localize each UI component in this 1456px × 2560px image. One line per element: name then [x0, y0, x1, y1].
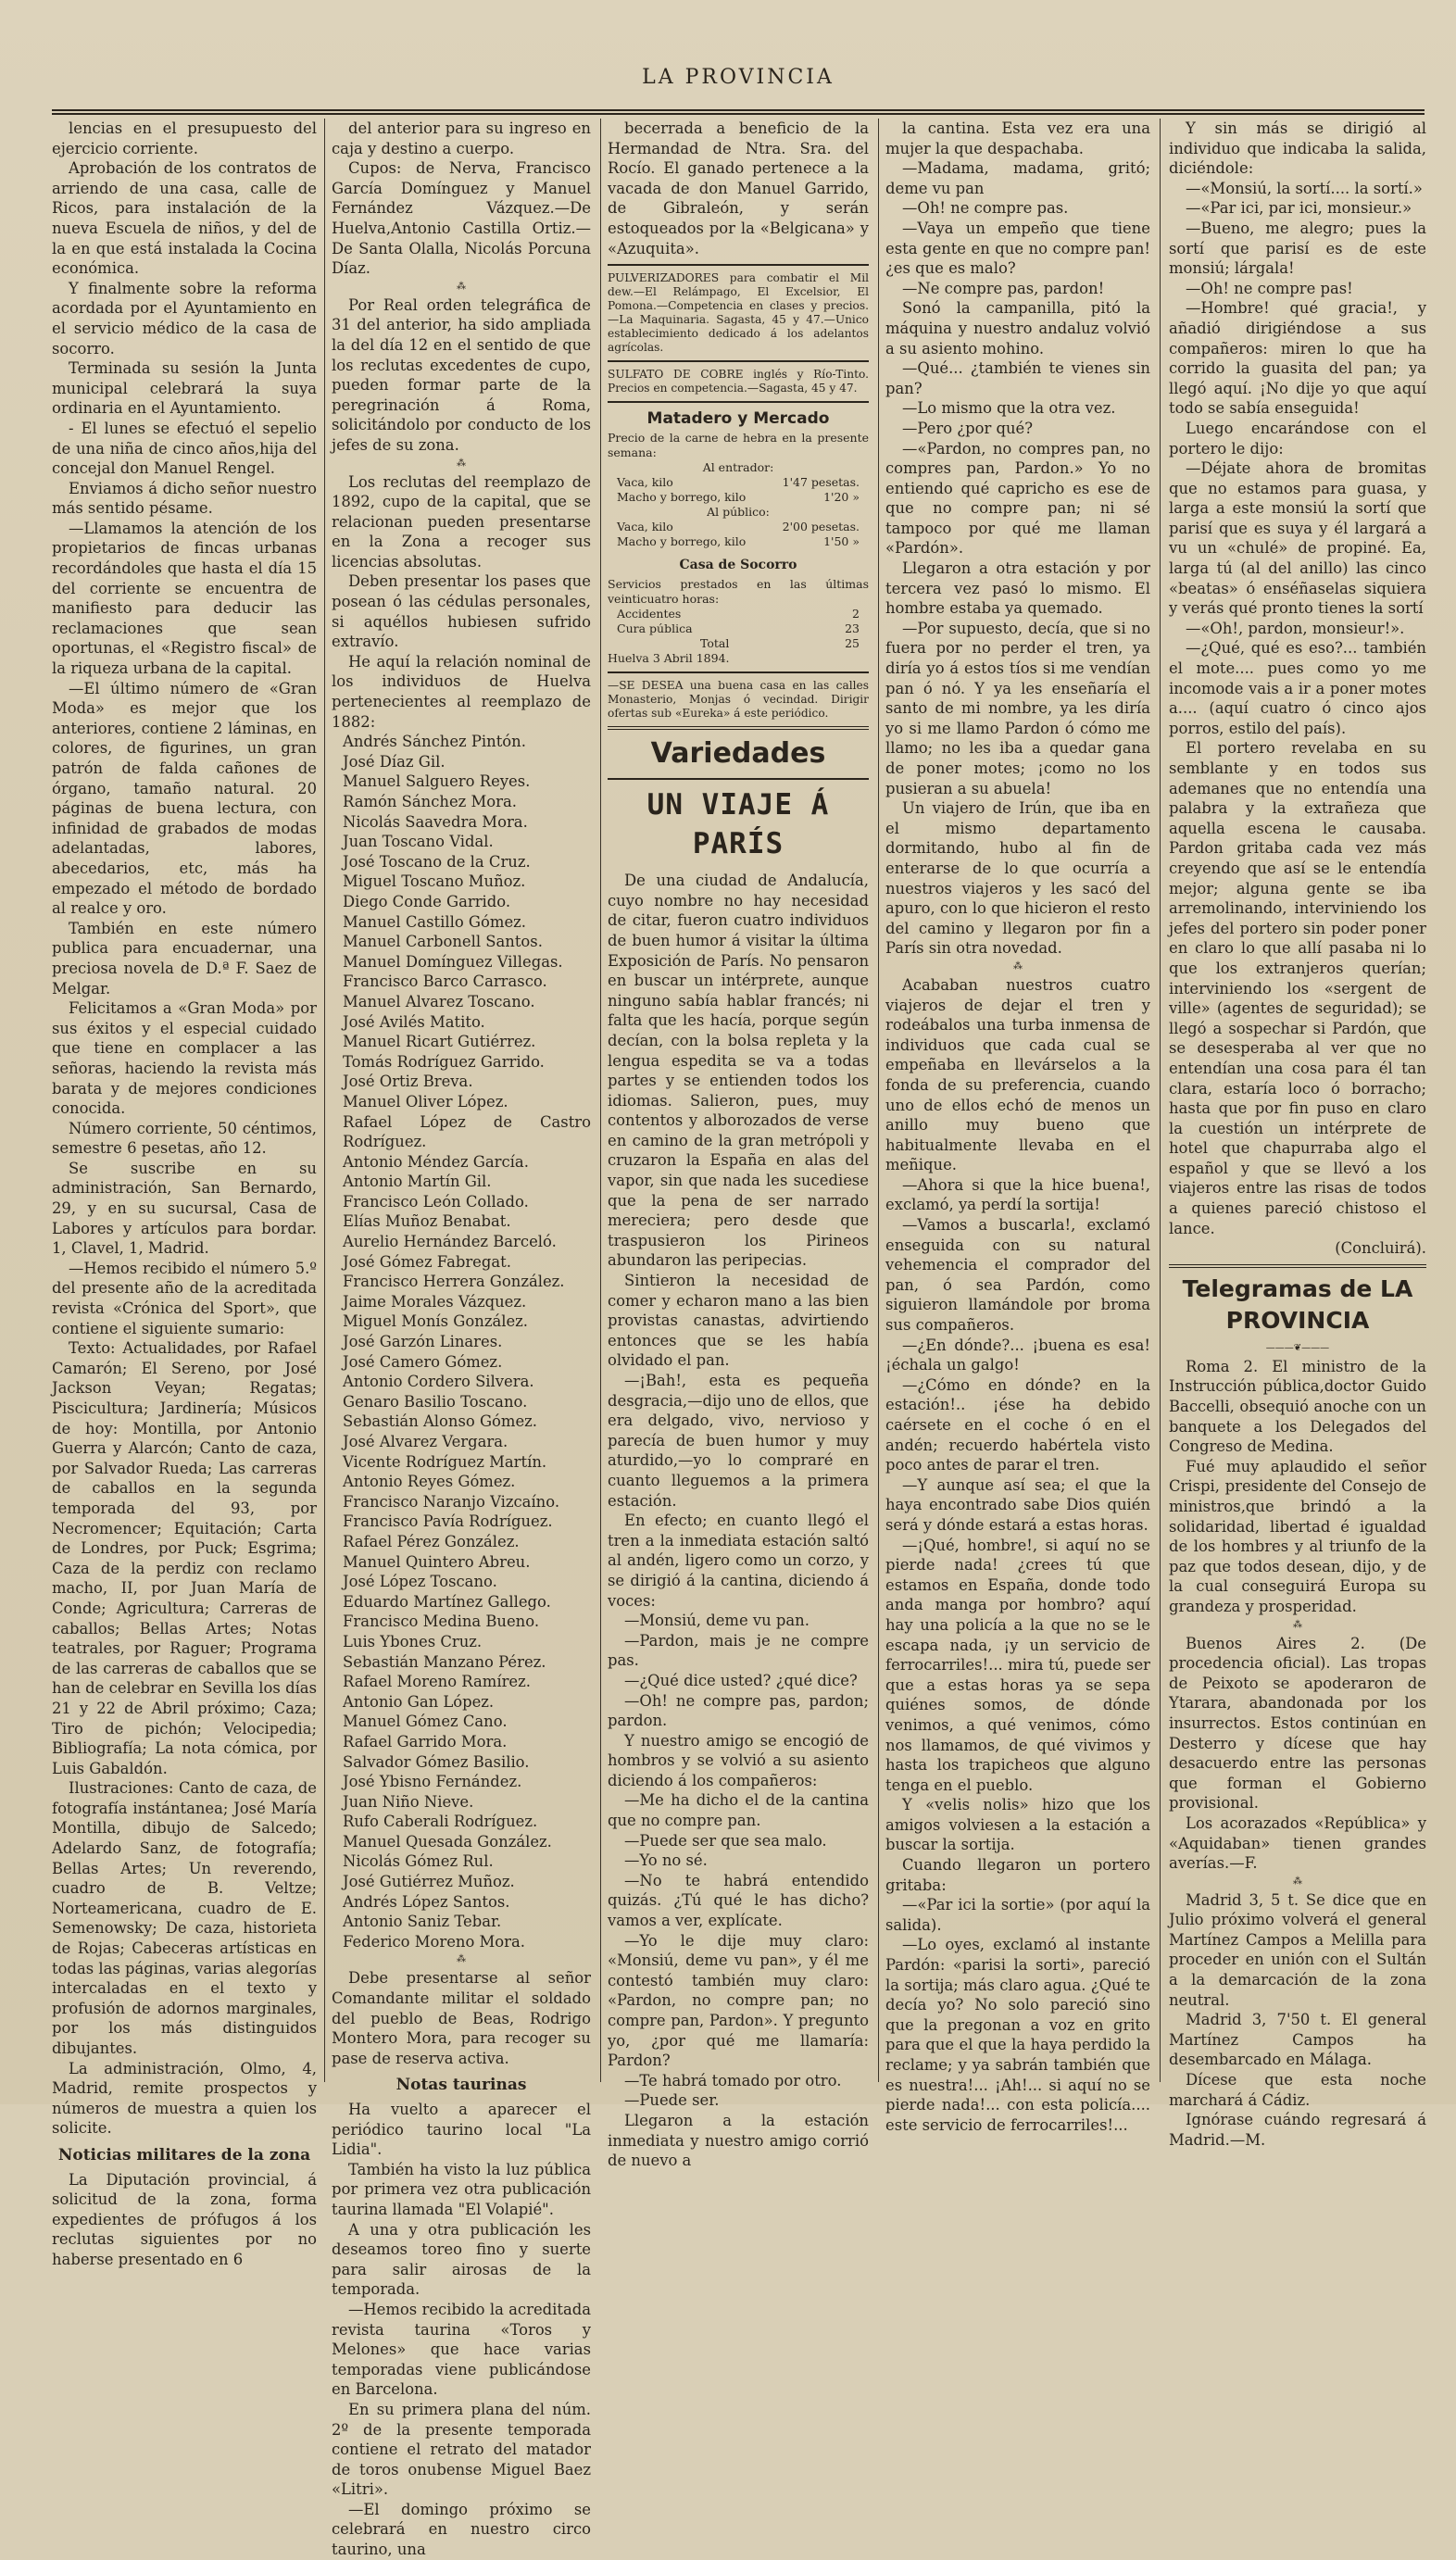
telegram-paragraph: Madrid 3, 7'50 t. El general Martínez Campos ha desembarcado en Málaga.	[1169, 2011, 1426, 2069]
recruit-name: Rafael López de Castro Rodríguez.	[343, 1112, 591, 1151]
story-paragraph: —Oh! ne compre pas, pardon; pardon.	[608, 1691, 869, 1730]
story-paragraph: —Te habrá tomado por otro.	[624, 2071, 842, 2089]
recruit-name: Nicolás Gómez Rul.	[343, 1852, 494, 1871]
story-paragraph: —Déjate ahora de bromitas que no estamos para guasa, y larga a este monsiú la sortí que parisí que es suya y él largará a vu un «chulé» de propiné. Ea, larga tú (al del anillo) las cinco «beatas» ó enséñaselas siquiera y verás qué pronto tienes la sortí	[1169, 459, 1426, 618]
price-row-label: Macho y borrego, kilo	[617, 490, 747, 505]
recruit-name: Francisco Pavía Rodríguez.	[343, 1512, 553, 1531]
total-label: Total	[700, 636, 730, 651]
recruit-name: Antonio Saniz Tebar.	[343, 1913, 502, 1931]
recruit-name: Antonio Cordero Silvera.	[343, 1373, 534, 1391]
story-paragraph: la cantina. Esta vez era una mujer la que despachaba.	[885, 119, 1150, 157]
recruit-name: Jaime Morales Vázquez.	[343, 1292, 527, 1311]
market-title: Matadero y Mercado	[646, 409, 830, 429]
article-paragraph: Ilustraciones: Canto de caza, de fotografía instántanea; José María Montilla, dibujo de Salcedo; Adelardo Sanz, de fotografía; Bellas Artes; Un reverendo, cuadro de B. Veltze; Norteamericana, cuadro de E. Semenowsky; De caza, historieta de Rojas; Cabeceras artísticas en todas las páginas, varias alegorías intercaladas en el texto y profusión de adornos marginales, por los más distinguidos dibujantes.	[52, 1779, 317, 2057]
story-paragraph: —Pardon, mais je ne compre pas.	[608, 1631, 869, 1670]
story-paragraph: —Monsiú, deme vu pan.	[624, 1612, 810, 1630]
article-paragraph: Se suscribe en su administración, San Bernardo, 29, y en su sucursal, Casa de Labores y artículos para bordar. 1, Clavel, 1, Madrid.	[52, 1159, 317, 1258]
publico-label: Al público:	[707, 505, 770, 520]
recruit-name: Eduardo Martínez Gallego.	[343, 1592, 551, 1611]
story-paragraph: —Yo no sé.	[624, 1851, 708, 1870]
viaje-title: UN VIAJE Á PARÍS	[646, 788, 830, 861]
recruit-name: Juan Toscano Vidal.	[343, 833, 494, 851]
price-row-value: 1'50 »	[823, 534, 860, 549]
entrador-label: Al entrador:	[702, 460, 774, 475]
story-paragraph: —¡Qué, hombre!, si aquí no se pierde nada! ¿crees tú que estamos en España, donde todo anda manga por hombro? aquí hay una policía a la que no se le escapa nada, ¡y un servicio de ferrocarriles!... mira tú, puede ser que a estas horas ya se sepa quiénes somos, de dónde venimos, a qué venimos, cómo nos llamamos, de qué vivimos y hasta los trapicheos que alguno tenga en el pueblo.	[885, 1536, 1150, 1794]
market-intro: Precio de la carne de hebra en la presente semana:	[608, 431, 869, 460]
socorro-row-value: 23	[845, 621, 860, 636]
article-paragraph: Terminada su sesión la Junta municipal celebrará la suya ordinaria en el Ayuntamiento.	[52, 359, 317, 418]
story-paragraph: —Oh! ne compre pas.	[902, 199, 1069, 218]
story-paragraph: Y «velis nolis» hizo que los amigos volviesen a la estación a buscar la sortija.	[885, 1796, 1150, 1854]
separator-stars: ⁂	[1293, 1619, 1302, 1630]
story-paragraph: —¿En dónde?... ¡buena es esa! ¡échala un galgo!	[885, 1336, 1150, 1374]
column-separator	[878, 119, 879, 2082]
recruit-name: Salvador Gómez Basilio.	[343, 1752, 530, 1771]
taurinas-title: Notas taurinas	[395, 2076, 527, 2095]
socorro-row	[608, 621, 869, 636]
recruit-name: Manuel Oliver López.	[343, 1092, 508, 1111]
price-row-label: Macho y borrego, kilo	[617, 534, 747, 549]
socorro-row-label: Cura pública	[617, 621, 693, 636]
story-paragraph: Acababan nuestros cuatro viajeros de dejar el tren y rodeábalos una turba inmensa de individuos que cada cual se empeñaba en llevárselos a la fonda de su preferencia, cuando uno de ellos echó de menos un anillo muy bueno que habitualmente llevaba en el meñique.	[885, 975, 1150, 1174]
article-paragraph: —Llamamos la atención de los propietarios de fincas urbanas recordándoles que hasta el día 15 del corriente se encuentra de manifiesto para deducir las reclamaciones que sean oportunas, el «Registro fiscal» de la riqueza urbana de la capital.	[52, 519, 317, 678]
story-paragraph: —¿Qué, qué es eso?... también el mote.... pues como yo me incomode vais a ir a poner motes a.... (aquí cuatro ó cinco ajos porros, estilo del país).	[1169, 639, 1426, 737]
recruit-name: Francisco Barco Carrasco.	[343, 973, 547, 991]
newspaper-title: LA PROVINCIA	[642, 66, 835, 89]
story-paragraph: —Vamos a buscarla!, exclamó enseguida con su natural vehemencia el comprador del pan, ó sea Pardón, como siguieron llamándole por broma sus compañeros.	[885, 1216, 1150, 1335]
story-paragraph: —¡Bah!, esta es pequeña desgracia,—dijo uno de ellos, que era delgado, vivo, nervioso y parecía de buen humor y muy aturdido,—yo lo compraré en cuanto lleguemos a la primera estación.	[608, 1372, 869, 1510]
story-paragraph: De una ciudad de Andalucía, cuyo nombre no hay necesidad de citar, fueron cuatro individuos de buen humor á visitar la última Exposición de París. No pensaron en buscar un intérprete, aunque ninguno sabía hablar francés; ni falta que les hacía, porque según decían, con la bolsa repleta y la lengua espedita se va a todas partes y se entienden todos los idiomas. Salieron, pues, muy contentos y alborozados de verse en camino de la gran metrópoli y cruzaron la España en alas del vapor, sin que nada les sucediese que la pena de ser narrado mereciera; pero desde que traspusieron los Pirineos abundaron las peripecias.	[608, 872, 869, 1270]
recruit-name: Antonio Martín Gil.	[343, 1173, 492, 1191]
story-paragraph: —Lo mismo que la otra vez.	[902, 399, 1116, 418]
story-paragraph: —«Par ici, par ici, monsieur.»	[1186, 199, 1412, 218]
story-paragraph: —Hombre! qué gracia!, y añadió dirigiéndose a sus compañeros: miren lo que ha corrido la guasita del pan; ya llegó aquí. ¡No dije yo que aquí todo se sabía enseguida!	[1169, 299, 1426, 418]
price-row-label: Vaca, kilo	[617, 520, 673, 534]
story-paragraph: —Ahora si que la hice buena!, exclamó, ya perdí la sortija!	[885, 1175, 1150, 1214]
story-paragraph: —¿Cómo en dónde? en la estación!.. ¡ése ha debido caérsete en el coche ó en el andén; recuerdo habértela visto poco antes de parar el tren.	[885, 1375, 1150, 1475]
article-paragraph: Deben presentar los pases que posean ó las cédulas personales, si aquéllos hubiesen sufrido extravío.	[332, 572, 591, 651]
recruit-name: Elías Muñoz Benabat.	[343, 1212, 511, 1231]
recruit-name: Antonio Gan López.	[343, 1692, 495, 1711]
story-paragraph: —«Pardon, no compres pan, no compres pan, Pardon.» Yo no entiendo qué capricho es ese de que no compre pan; ni sé tampoco por qué me llaman «Pardón».	[885, 439, 1150, 558]
separator-ornament: ———❦———	[1265, 1342, 1330, 1353]
column-3	[608, 119, 869, 2170]
market-date: Huelva 3 Abril 1894.	[608, 651, 730, 666]
recruit-name: José Avilés Matito.	[343, 1012, 485, 1031]
recruit-name: Tomás Rodríguez Garrido.	[343, 1052, 545, 1071]
column-4	[885, 119, 1150, 2134]
story-paragraph: —Bueno, me alegro; pues la sortí que parisí es de este monsiú; lárgala!	[1169, 219, 1426, 278]
story-paragraph: —Lo oyes, exclamó al instante Pardón: «parisi la sorti», pareció la sortija; más claro agua. ¿Qué te decía yo? No solo pareció sino que la pregonan a voz en grito para que el que la haya perdido la reclame; y ya sabrán también que es nuestra!... ¡Ah!... si aquí no se pierde nada!... con esta policía.... este servicio de ferrocarriles!...	[885, 1936, 1150, 2134]
story-paragraph: Un viajero de Irún, que iba en el mismo departamento dormitando, hubo al fin de enterarse de lo que ocurría a nuestros viajeros y les sacó del apuro, con lo que hicieron el resto del camino y llegaron por fin a París sin otra novedad.	[885, 799, 1150, 958]
article-paragraph: —Hemos recibido el número 5.º del presente año de la acreditada revista «Crónica del Sport», que contiene el siguiente sumario:	[52, 1259, 317, 1337]
rule	[608, 264, 869, 266]
column-1	[52, 119, 317, 2268]
total-value: 25	[845, 636, 860, 651]
socorro-row	[608, 607, 869, 621]
recruit-name: Manuel Quesada González.	[343, 1832, 552, 1851]
recruit-name: Ramón Sánchez Mora.	[343, 793, 517, 810]
becerrada-paragraph: becerrada a beneficio de la Hermandad de Ntra. Sra. del Rocío. El ganado pertenece a la vacada de don Manuel Garrido, de Gibraleón, y serán estoqueados por la «Belgicana» y «Azuquita».	[608, 119, 869, 257]
ad-sulfato: SULFATO DE COBRE inglés y Río-Tinto. Precios en competencia.—Sagasta, 45 y 47.	[608, 368, 869, 395]
recruit-name: José Ortiz Breva.	[343, 1073, 473, 1091]
story-paragraph: —¿Qué dice usted? ¿qué dice?	[624, 1671, 858, 1689]
militares-title: Noticias militares de la zona	[57, 2145, 311, 2165]
article-paragraph: En su primera plana del núm. 2º de la presente temporada contiene el retrato del matador de toros onubense Miguel Baez «Litri».	[332, 2400, 591, 2499]
rule	[608, 726, 869, 730]
story-paragraph: —Qué... ¿también te vienes sin pan?	[885, 359, 1150, 397]
telegram-paragraph: Madrid 3, 5 t. Se dice que en Julio próximo volverá el general Martínez Campos a Melilla para proceder en unión con el Sultán a la demarcación de la zona neutral.	[1169, 1890, 1426, 2009]
recruit-name: Rafael Pérez González.	[343, 1532, 520, 1550]
recruit-name: Rafael Moreno Ramírez.	[343, 1673, 531, 1691]
recruit-name: Andrés Sánchez Pintón.	[343, 733, 526, 751]
price-row-value: 1'20 »	[823, 490, 860, 505]
article-paragraph: Felicitamos a «Gran Moda» por sus éxitos y el especial cuidado que tiene en complacer a las señoras, haciendo la revista más barata y de mejores condiciones conocida.	[52, 999, 317, 1118]
story-paragraph: —«Par ici la sortie» (por aquí la salida).	[885, 1896, 1150, 1934]
separator-stars: ⁂	[457, 1954, 466, 1965]
variedades-title: Variedades	[650, 737, 826, 771]
price-row	[608, 534, 869, 549]
recruit-name: Aurelio Hernández Barceló.	[343, 1233, 557, 1251]
telegram-paragraph: Dícese que esta noche marchará á Cádiz.	[1169, 2071, 1426, 2109]
recruit-name: José Gómez Fabregat.	[343, 1252, 511, 1271]
story-paragraph: En efecto; en cuanto llegó el tren a la inmediata estación saltó al andén, ligero como un corzo, y se dirigió á la cantina, diciendo á voces:	[608, 1512, 869, 1610]
story-paragraph: —Oh! ne compre pas!	[1186, 279, 1353, 297]
recruit-name: Sebastián Manzano Pérez.	[343, 1652, 546, 1671]
recruit-name: Diego Conde Garrido.	[343, 892, 511, 910]
recruit-name: José Garzón Linares.	[343, 1333, 503, 1351]
recruits-list	[343, 732, 591, 1951]
article-paragraph: —El último número de «Gran Moda» es mejor que los anteriores, contiene 2 láminas, en colores, de figurines, un gran patrón de falda cañones de órgano, tamaño natural. 20 páginas de buena lectura, con infinidad de grabados de modas adelantadas, labores, abecedarios, etc, más ha empezado el método de bordado al realce y oro.	[52, 679, 317, 918]
column-2	[332, 119, 591, 2559]
article-paragraph: Ha vuelto a aparecer el periódico taurino local "La Lidia".	[332, 2101, 591, 2159]
recruit-name: Francisco León Collado.	[343, 1192, 529, 1211]
recruit-name: Rufo Caberali Rodríguez.	[343, 1813, 538, 1831]
price-row-value: 2'00 pesetas.	[782, 520, 860, 534]
column-5	[1169, 119, 1426, 2149]
militares-paragraph: La Diputación provincial, á solicitud de la zona, forma expedientes de prófugos á los reclutas siguientes por no haberse presentado en 6	[52, 2170, 317, 2268]
rule	[608, 360, 869, 362]
telegram-paragraph: Ignórase cuándo regresará á Madrid.—M.	[1169, 2111, 1426, 2149]
separator-stars: ⁂	[457, 281, 466, 292]
recruit-name: Francisco Naranjo Vizcaíno.	[343, 1492, 560, 1511]
recruit-name: Francisco Medina Bueno.	[343, 1613, 540, 1631]
article-paragraph: Texto: Actualidades, por Rafael Camarón; El Sereno, por José Jackson Veyan; Regatas; Piscicultura; Jardinería; Músicos de hoy: Montilla, por Antonio Guerra y Alarcón; Canto de caza, por Salvador Rueda; Las carreras de caballos en la segunda temporada del 93, por Necromencer; Equitación; Carta de Londres, por Puck; Esgrima; Caza de la perdiz con reclamo macho, II, por Juan María de Conde; Agricultura; Carreras de caballos; Bellas Artes; Notas teatrales, por Raguer; Programa de las carreras de caballos que se han de celebrar en Sevilla los días 21 y 22 de Abril próximo; Caza; Tiro de pichón; Velocipedia; Bibliografía; La nota cómica, por Luis Gabaldón.	[52, 1339, 317, 1777]
recruit-name: Juan Niño Nieve.	[343, 1792, 474, 1811]
article-paragraph: —El domingo próximo se celebrará en nuestro circo taurino, una	[332, 2500, 591, 2559]
story-paragraph: —No te habrá entendido quizás. ¿Tú qué le has dicho? vamos a ver, explícate.	[608, 1871, 869, 1930]
story-paragraph: —Yo le dije muy claro: «Monsiú, deme vu pan», y él me contestó también muy claro: «Pardon, no compre pan; no compre pan, Pardon». Y pregunto yo, ¿por qué me llamaría: Pardon?	[608, 1931, 869, 2070]
article-paragraph: Los reclutas del reemplazo de 1892, cupo de la capital, que se relacionan pueden presentarse en la Zona a recoger sus licencias absolutas.	[332, 472, 591, 571]
story-paragraph: Sintieron la necesidad de comer y echaron mano a las bien provistas canastas, advirtiendo entonces que se les había olvidado el pan.	[608, 1272, 869, 1370]
telegramas-title: Telegramas de LA PROVINCIA	[1182, 1274, 1413, 1334]
column-separator	[324, 119, 325, 2082]
price-row	[608, 520, 869, 534]
recruit-name: José Alvarez Vergara.	[343, 1433, 508, 1450]
separator-stars: ⁂	[1293, 1876, 1302, 1887]
socorro-title: Casa de Socorro	[679, 558, 797, 573]
telegram-paragraph: Roma 2. El ministro de la Instrucción pública,doctor Guido Baccelli, obsequió anoche con un banquete a los Delegados del Congreso de Medina.	[1169, 1357, 1426, 1456]
recruit-name: Genaro Basilio Toscano.	[343, 1392, 528, 1411]
story-paragraph: Cuando llegaron un portero gritaba:	[885, 1856, 1150, 1894]
socorro-intro: Servicios prestados en las últimas veinticuatro horas:	[608, 577, 869, 607]
article-paragraph: Número corriente, 50 céntimos, semestre 6 pesetas, año 12.	[52, 1119, 317, 1158]
recruit-name: Manuel Gómez Cano.	[343, 1713, 508, 1731]
price-row-value: 1'47 pesetas.	[782, 475, 860, 490]
price-row	[608, 475, 869, 490]
article-paragraph: He aquí la relación nominal de los individuos de Huelva pertenecientes al reemplazo de 1882:	[332, 652, 591, 731]
story-paragraph: —Ne compre pas, pardon!	[902, 279, 1105, 297]
orden-paragraph: Por Real orden telegráfica de 31 del anterior, ha sido ampliada la del día 12 en el sentido de que los reclutas excedentes de cupo, pueden formar parte de la peregrinación á Roma, solicitándolo por conducto de los jefes de su zona.	[332, 295, 591, 454]
recruit-name: Manuel Ricart Gutiérrez.	[343, 1033, 536, 1051]
telegram-paragraph: Fué muy aplaudido el señor Crispi, presidente del Consejo de ministros,que brindó a la solidaridad, libertad é igualdad de los hombres y al triunfo de la paz que todos desean, dijo, y de la cual conseguirá Europa su grandeza y prosperidad.	[1169, 1457, 1426, 1615]
recruit-name: José Gutiérrez Muñoz.	[343, 1873, 515, 1891]
story-paragraph: Sonó la campanilla, pitó la máquina y nuestro andaluz volvió a su asiento mohino.	[885, 299, 1150, 358]
recruit-name: Miguel Monís González.	[343, 1312, 529, 1331]
recruit-name: José Díaz Gil.	[343, 752, 446, 771]
rule	[608, 401, 869, 403]
price-row	[608, 490, 869, 505]
article-paragraph: —Hemos recibido la acreditada revista taurina «Toros y Melones» que hace varias temporadas viene publicándose en Barcelona.	[332, 2300, 591, 2399]
article-paragraph: También ha visto la luz pública por primera vez otra publicación taurina llamada "El Volapié".	[332, 2160, 591, 2218]
article-paragraph: del anterior para su ingreso en caja y destino a cuerpo.	[332, 119, 591, 157]
recruit-name: Manuel Domínguez Villegas.	[343, 952, 563, 971]
recruit-name: Federico Moreno Mora.	[343, 1932, 525, 1951]
article-paragraph: Y finalmente sobre la reforma acordada por el Ayuntamiento en el servicio médico de la casa de socorro.	[52, 279, 317, 358]
recruit-name: Manuel Salguero Reyes.	[343, 772, 531, 791]
rule	[608, 778, 869, 780]
story-paragraph: —Y aunque así sea; el que la haya encontrado sabe Dios quién será y dónde estará a estas horas.	[885, 1475, 1150, 1534]
recruit-name: José Ybisno Fernández.	[343, 1773, 522, 1791]
price-row-label: Vaca, kilo	[617, 475, 673, 490]
recruit-name: Luis Ybones Cruz.	[343, 1632, 483, 1650]
story-paragraph: —Me ha dicho el de la cantina que no compre pan.	[608, 1791, 869, 1830]
story-paragraph: Llegaron a la estación inmediata y nuestro amigo corrió de nuevo a	[608, 2111, 869, 2170]
article-paragraph: lencias en el presupuesto del ejercicio corriente.	[52, 119, 317, 157]
recruit-name: José Camero Gómez.	[343, 1352, 503, 1371]
socorro-row-value: 2	[852, 607, 860, 621]
market-report	[608, 408, 869, 666]
article-paragraph: Cupos: de Nerva, Francisco García Domínguez y Manuel Fernández Vázquez.—De Huelva,Antonio Castilla Ortiz.—De Santa Olalla, Nicolás Porcuna Díaz.	[332, 159, 591, 278]
telegram-paragraph: Buenos Aires 2. (De procedencia oficial). Las tropas de Peixoto se apoderaron de Ytarara, abandonada por los insurrectos. Estos continúan en Desterro y dícese que hay desacuerdo entre las personas que forman el Gobierno provisional.	[1169, 1634, 1426, 1813]
story-paragraph: —«Monsiú, la sortí.... la sortí.»	[1186, 179, 1423, 197]
article-paragraph: Enviamos á dicho señor nuestro más sentido pésame.	[52, 479, 317, 518]
article-paragraph: Aprobación de los contratos de arriendo de una casa, calle de Ricos, para instalación de la nueva Escuela de niños, y del de la en que está instalada la Cocina económica.	[52, 159, 317, 278]
recruit-name: Miguel Toscano Muñoz.	[343, 872, 526, 891]
story-paragraph: —Madama, madama, gritó; deme vu pan	[885, 159, 1150, 197]
recruit-name: Manuel Quintero Abreu.	[343, 1552, 531, 1571]
story-paragraph: Y nuestro amigo se encogió de hombros y se volvió a su asiento diciendo á los compañeros:	[608, 1731, 869, 1789]
story-paragraph: —Vaya un empeño que tiene esta gente en que no compre pan! ¿es que es malo?	[885, 219, 1150, 278]
beas-paragraph: Debe presentarse al señor Comandante militar el soldado del pueblo de Beas, Rodrigo Montero Mora, para recoger su pase de reserva activa.	[332, 1969, 591, 2067]
story-paragraph: Luego encarándose con el portero le dijo:	[1169, 419, 1426, 458]
recruit-name: Manuel Carbonell Santos.	[343, 933, 543, 951]
recruit-name: Manuel Alvarez Toscano.	[343, 992, 535, 1010]
recruit-name: Manuel Castillo Gómez.	[343, 912, 526, 931]
article-paragraph: La administración, Olmo, 4, Madrid, remite prospectos y números de muestra a quien los solicite.	[52, 2059, 317, 2138]
recruit-name: Rafael Garrido Mora.	[343, 1732, 508, 1751]
masthead	[52, 57, 1425, 115]
ad-se-desea: —SE DESEA una buena casa en las calles Monasterio, Monjas ó vecindad. Dirigir ofertas sub «Eureka» á este periódico.	[608, 679, 869, 721]
recruit-name: José Toscano de la Cruz.	[343, 852, 531, 871]
recruit-name: José López Toscano.	[343, 1573, 497, 1591]
article-paragraph: También en este número publica para encuadernar, una preciosa novela de D.ª F. Saez de Melgar.	[52, 919, 317, 998]
story-paragraph: Llegaron a otra estación y por tercera vez pasó lo mismo. El hombre estaba ya quemado.	[885, 559, 1150, 618]
recruit-name: Sebastián Alonso Gómez.	[343, 1412, 538, 1431]
article-paragraph: A una y otra publicación les deseamos toreo fino y suerte para salir airosas de la temporada.	[332, 2220, 591, 2299]
story-paragraph: —Por supuesto, decía, que si no fuera por no perder el tren, ya diría yo á estos tíos si me vendían pan ó nó. Y ya les enseñaría el santo de mi nombre, ya les diría yo si me llamo Pardon ó cómo me llamo; no les iba a quedar gana de poner motes; ¡como no los pusieran a su abuela!	[885, 619, 1150, 797]
story-paragraph: Y sin más se dirigió al individuo que indicaba la salida, diciéndole:	[1169, 119, 1426, 178]
telegram-paragraph: Los acorazados «República» y «Aquidaban» tienen grandes averías.—F.	[1169, 1813, 1426, 1873]
ad-pulverizadores: PULVERIZADORES para combatir el Mil dew.—El Relámpago, El Excelsior, El Pomona.—Competencia en clases y precios.—La Maquinaria. Sagasta, 45 y 47.—Unico establecimiento dedicado á los adelantos agrícolas.	[608, 271, 869, 355]
story-paragraph: —Pero ¿por qué?	[902, 419, 1034, 437]
recruit-name: Francisco Herrera González.	[343, 1273, 565, 1291]
article-paragraph: - El lunes se efectuó el sepelio de una niña de cinco años,hija del concejal don Manuel Rengel.	[52, 419, 317, 478]
recruit-name: Vicente Rodríguez Martín.	[343, 1452, 547, 1471]
column-separator	[1160, 119, 1161, 2082]
column-separator	[600, 119, 601, 2082]
story-paragraph: —«Oh!, pardon, monsieur!».	[1186, 619, 1405, 637]
recruit-name: Andrés López Santos.	[343, 1892, 510, 1911]
rule	[1169, 1264, 1426, 1268]
socorro-row-label: Accidentes	[617, 607, 682, 621]
story-paragraph: —Puede ser que sea malo.	[624, 1831, 827, 1850]
concluira: (Concluirá).	[1335, 1239, 1426, 1258]
separator-stars: ⁂	[1013, 960, 1023, 972]
story-paragraph: —Puede ser.	[624, 2091, 720, 2110]
total-row	[608, 636, 869, 651]
recruit-name: Antonio Reyes Gómez.	[343, 1473, 516, 1491]
separator-stars: ⁂	[457, 458, 466, 469]
recruit-name: Antonio Méndez García.	[343, 1152, 529, 1171]
story-paragraph: El portero revelaba en su semblante y en todos sus ademanes que no entendía una palabra y la extrañeza que aquella escena le causaba. Pardon gritaba cada vez más creyendo que así se le entendía mejor; alguna gente se iba arremolinando, interviniendo los jefes del portero sin poder poner en claro lo que allí pasaba ni lo que los extranjeros querían; interviniendo los «sergent de ville» (agentes de seguridad); se llegó a sospechar si Pardón, que se desesperaba al ver que no entendían una cosa para él tan clara, estaría loco ó borracho; hasta que por fin puso en claro la cuestión un intérprete de hotel que chapurraba algo el español y que se llevó a los viajeros entre las risas de todos a quienes pareció chistoso el lance.	[1169, 739, 1426, 1237]
rule	[608, 671, 869, 673]
recruit-name: Nicolás Saavedra Mora.	[343, 812, 528, 831]
